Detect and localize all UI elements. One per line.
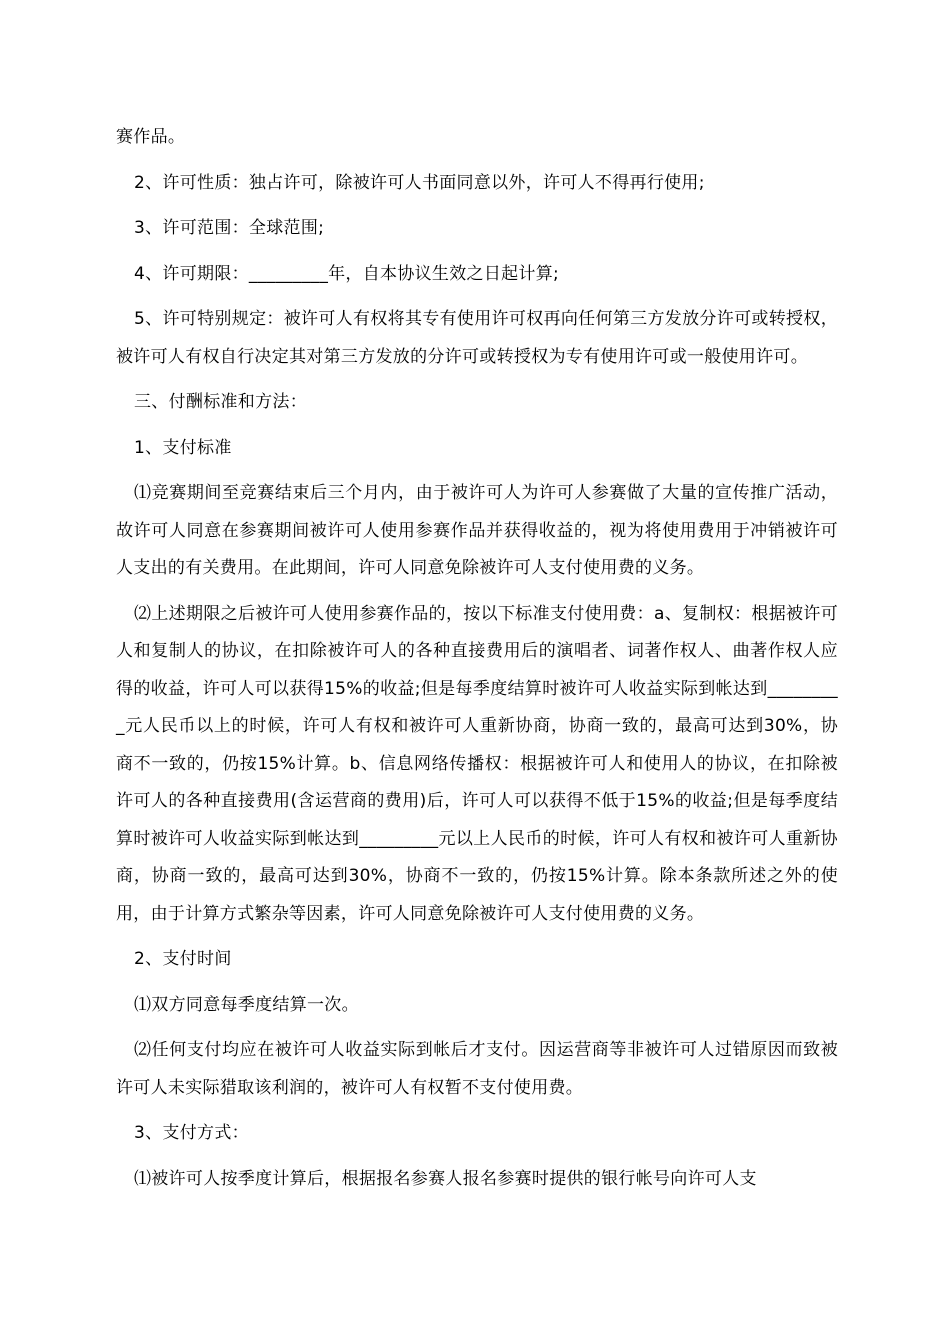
subheading-payment-standard: 1、支付标准 [134,437,232,458]
paragraph-license-term: 4、许可期限：_________年，自本协议生效之日起计算; [134,263,560,284]
paragraph-license-nature: 2、许可性质：独占许可，除被许可人书面同意以外，许可人不得再行使用; [134,172,705,193]
document-body [116,119,838,1206]
paragraph-license-scope: 3、许可范围：全球范围; [134,218,325,238]
section-heading-payment: 三、付酬标准和方法： [134,392,307,412]
paragraph-continuation: 赛作品。 [116,127,186,147]
subheading-payment-time: 2、支付时间 [134,949,232,969]
subheading-payment-method: 3、支付方式： [134,1123,249,1143]
paragraph-payment-method-1: ⑴被许可人按季度计算后，根据报名参赛人报名参赛时提供的银行帐号向许可人支 [134,1168,757,1189]
paragraph-payment-standard-1: ⑴竞赛期间至竞赛结束后三个月内，由于被许可人为许可人参赛做了大量的宣传推广活动，故许可人同意在参赛期间被许可人使用参赛作品并获得收益的，视为将使用费用于冲销被许可人支出的有关费用。在此期间，许可人同意免除被许可人支付使用费的义务。 [116,483,838,578]
paragraph-payment-time-2: ⑵任何支付均应在被许可人收益实际到帐后才支付。因运营商等非被许可人过错原因而致被许可人未实际猎取该利润的，被许可人有权暂不支付使用费。 [116,1040,838,1098]
paragraph-payment-time-1: ⑴双方同意每季度结算一次。 [134,994,359,1015]
paragraph-payment-standard-2: ⑵上述期限之后被许可人使用参赛作品的，按以下标准支付使用费：a、复制权：根据被许可人和复制人的协议，在扣除被许可人的各种直接费用后的演唱者、词著作权人、曲著作权人应得的收益，许可人可以获得15%的收益;但是每季度结算时被许可人收益实际到帐达到_________元人民币以上的时候，许可人有权和被许可人重新协商，协商一致的，最高可达到30%，协商不一致的，仍按15%计算。b、信息网络传播权：根据被许可人和使用人的协议，在扣除被许可人的各种直接费用(含运营商的费用)后，许可人可以获得不低于15%的收益;但是每季度结算时被许可人收益实际到帐达到_________元以上人民币的时候，许可人有权和被许可人重新协商，协商一致的，最高可达到30%，协商不一致的，仍按15%计算。除本条款所述之外的使用，由于计算方式繁杂等因素，许可人同意免除被许可人支付使用费的义务。 [116,603,838,924]
paragraph-special-provisions: 5、许可特别规定：被许可人有权将其专有使用许可权再向任何第三方发放分许可或转授权，被许可人有权自行决定其对第三方发放的分许可或转授权为专有使用许可或一般使用许可。 [116,309,838,367]
